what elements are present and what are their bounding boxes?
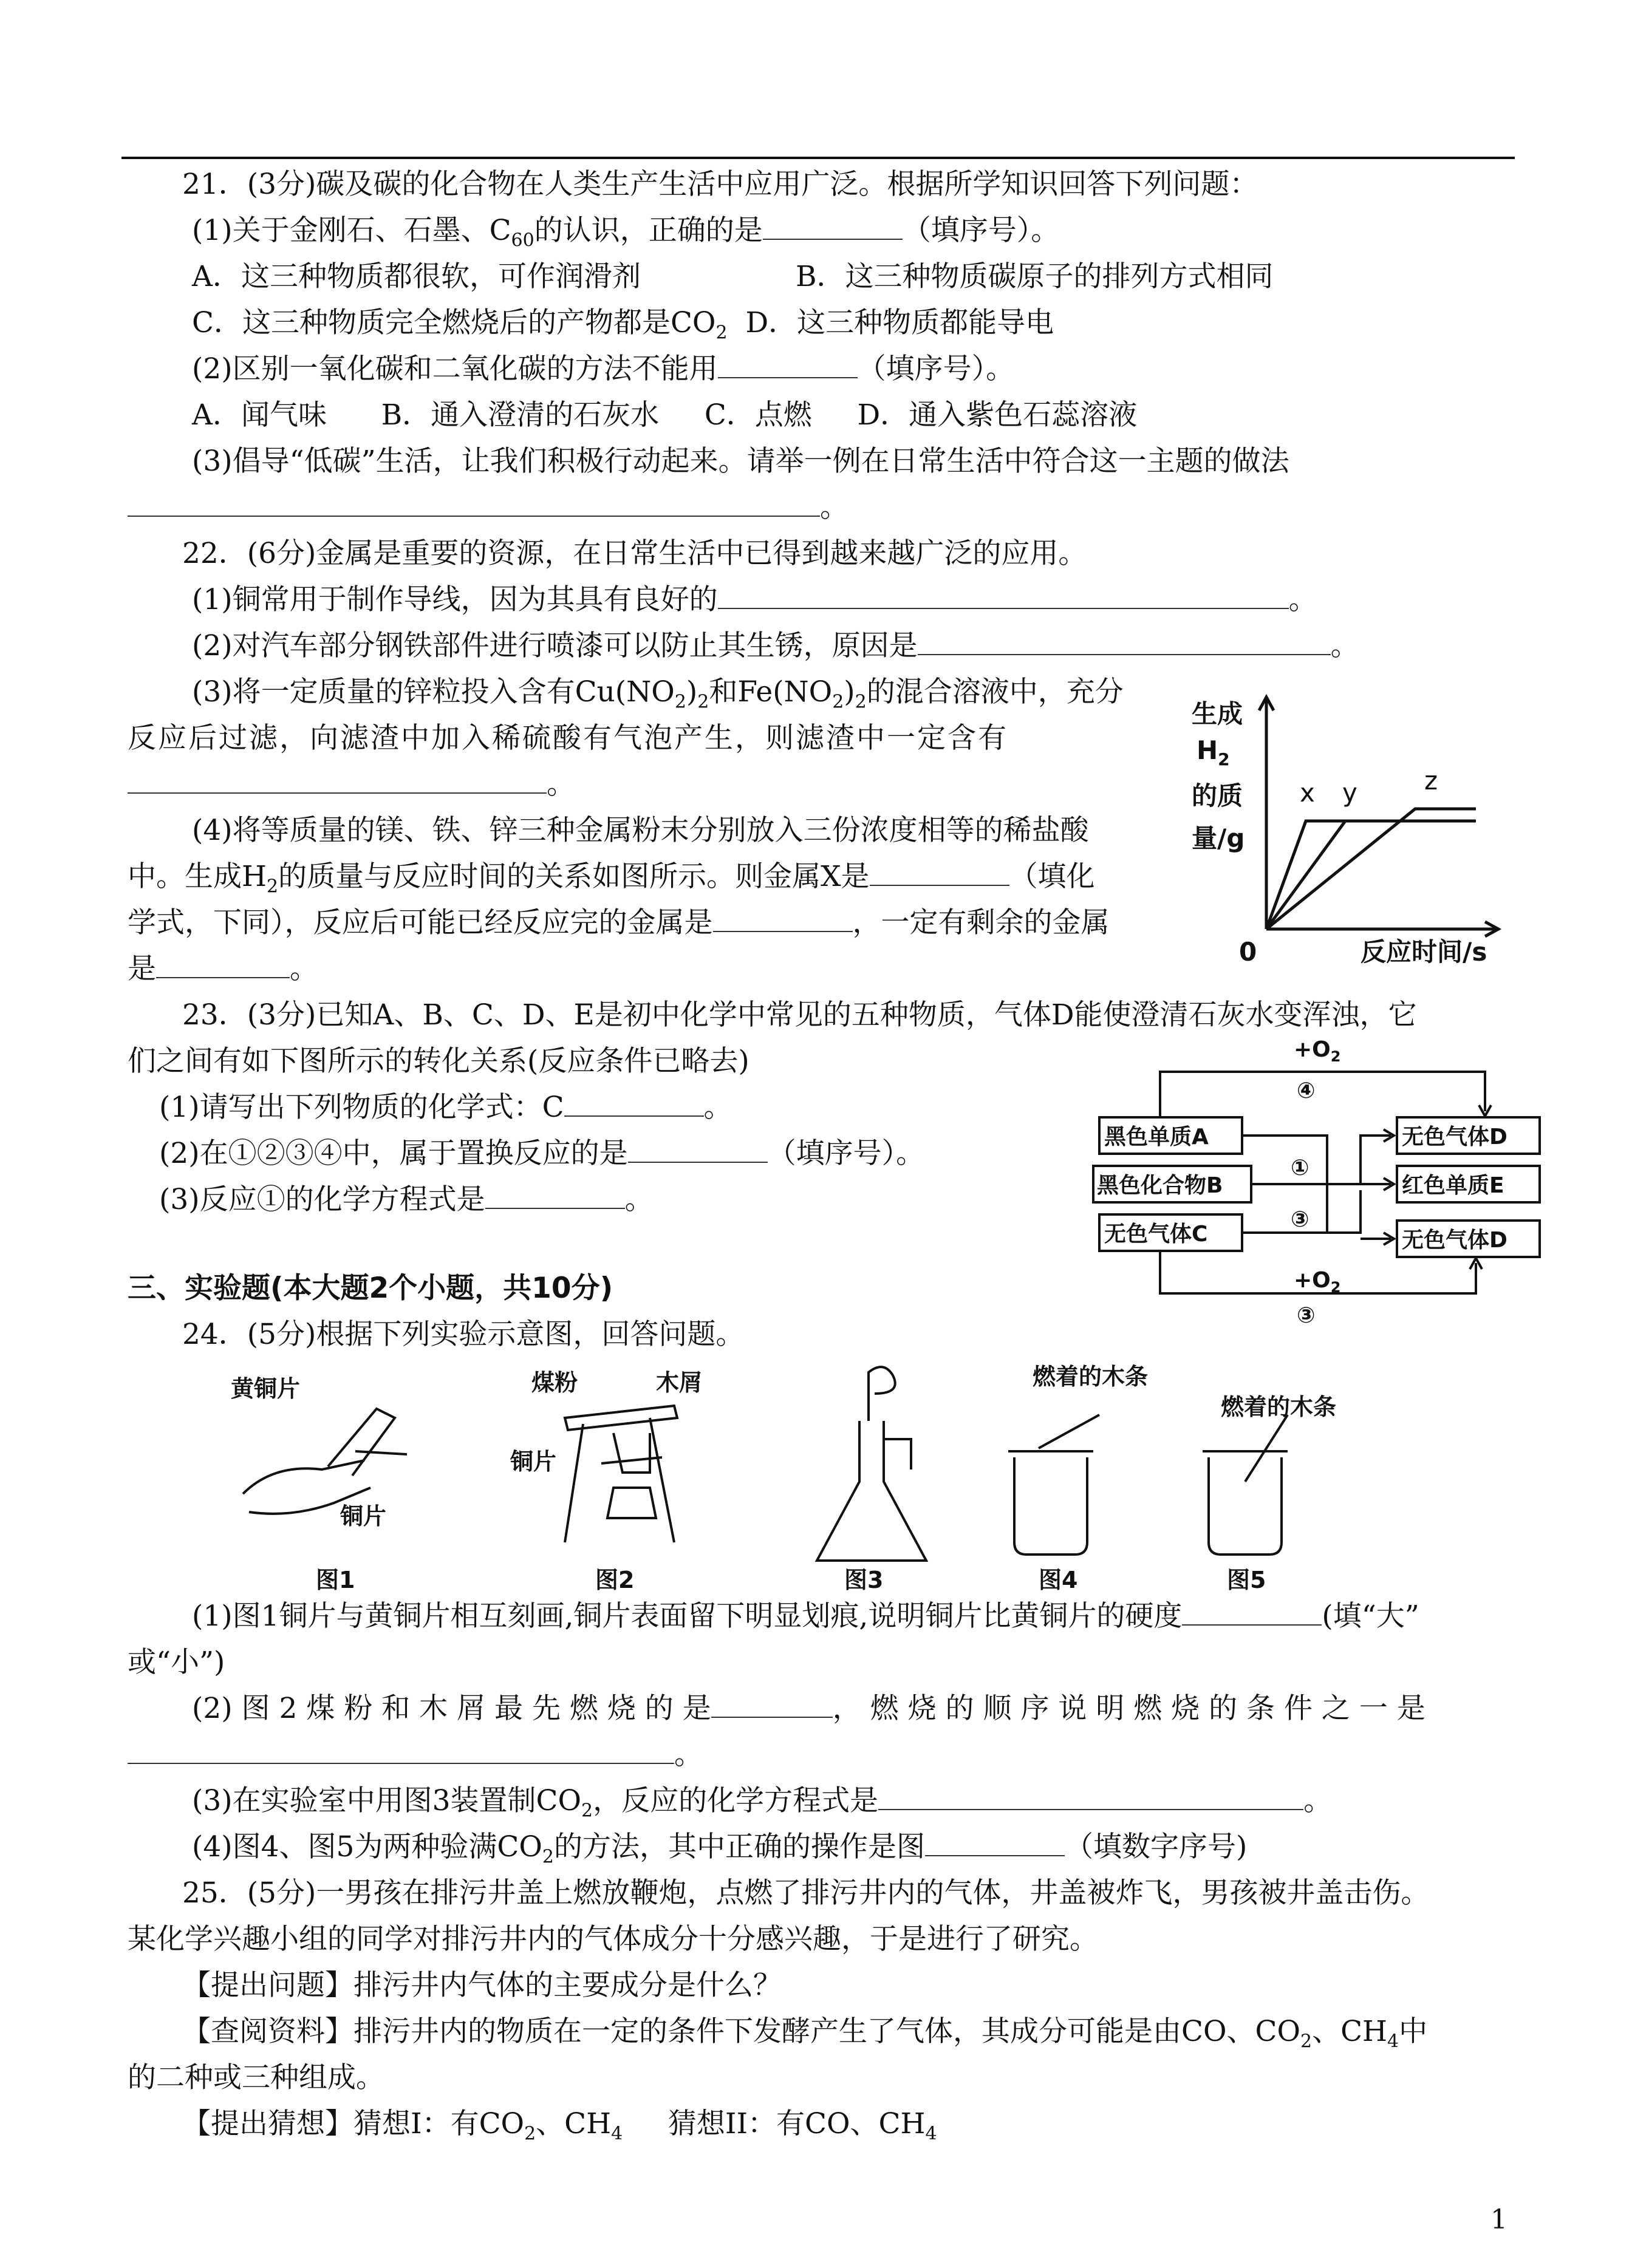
q25-reference: 【查阅资料】排污井内的物质在一定的条件下发酵产生了气体，其成分可能是由CO、$CO_2$、$CH_4$中 — [182, 2015, 1428, 2052]
q21-part2: (2)区别一氧化碳和二氧化碳的方法不能用 （填序号）。 — [192, 350, 1014, 389]
answer-blank[interactable] — [870, 858, 1009, 886]
answer-blank[interactable] — [718, 581, 1289, 609]
graph-ylabel: 的质 — [1192, 781, 1243, 811]
q25-hypotheses: 【提出猜想】猜想I：有$CO_2$、$CH_4$ 猜想II：有CO、$CH_4$ — [182, 2107, 937, 2145]
series-x-line — [1266, 821, 1476, 929]
q22-part3-cont: 反应后过滤，向滤渣中加入稀硫酸有气泡产生，则滤渣中一定含有 — [128, 721, 1008, 755]
answer-blank[interactable] — [564, 1089, 704, 1117]
fig2-tripod-drawing — [565, 1406, 677, 1542]
q21-option-b: B．这三种物质碳原子的排列方式相同 — [796, 260, 1274, 293]
graph-origin: 0 — [1239, 937, 1257, 967]
header-rule — [121, 157, 1515, 159]
q24-part2-answer: 。 — [128, 1735, 703, 1774]
box-e-label: 红色单质E — [1402, 1173, 1504, 1198]
q22-part3: (3)将一定质量的锌粒投入含有$Cu(NO_2)_2$和$Fe(NO_2)_2$的混合溶液中，充分 — [192, 675, 1124, 713]
fig1-copper-label: 铜片 — [340, 1503, 387, 1530]
q22-graph — [1190, 680, 1506, 984]
box-d2-label: 无色气体D — [1402, 1228, 1507, 1253]
q22-title: 22．(6分)金属是重要的资源，在日常生活中已得到越来越广泛的应用。 — [182, 537, 1087, 570]
fig2-coal-label: 煤粉 — [531, 1369, 578, 1396]
q25-title-cont: 某化学兴趣小组的同学对排污井内的气体成分十分感兴趣，于是进行了研究。 — [128, 1922, 1098, 1956]
q21-option-cd: C．这三种物质完全燃烧后的产物都是$CO_2$ D．这三种物质都能导电 — [192, 306, 1054, 344]
q25-question: 【提出问题】排污井内气体的主要成分是什么？ — [182, 1969, 782, 2002]
reaction-3-number: ③ — [1291, 1207, 1309, 1232]
q24-part1-cont: 或“小”) — [128, 1646, 225, 1679]
fig3-flask-drawing — [817, 1367, 926, 1561]
box-b-label: 黑色化合物B — [1097, 1173, 1223, 1198]
box-a-label: 黑色单质A — [1104, 1125, 1209, 1149]
bottom-reagent-label: $+O_2$ — [1294, 1268, 1341, 1296]
q22-part4: (4)将等质量的镁、铁、锌三种金属粉末分别放入三份浓度相等的稀盐酸 — [192, 814, 1089, 847]
q23-conversion-diagram — [1087, 1026, 1549, 1330]
q25-title: 25．(5分)一男孩在排污井盖上燃放鞭炮，点燃了排污井内的气体，井盖被炸飞，男孩被井盖击伤。 — [182, 1876, 1430, 1910]
fig5-splint-label: 燃着的木条 — [1221, 1394, 1337, 1420]
series-x-label: x — [1300, 778, 1315, 808]
q24-figures — [225, 1360, 1337, 1593]
fig2-copper-label: 铜片 — [510, 1448, 557, 1475]
q22-part1: (1)铜常用于制作导线，因为其具有良好的 。 — [192, 581, 1317, 619]
q24-title: 24．(5分)根据下列实验示意图，回答问题。 — [182, 1318, 745, 1351]
q22-part4-cont3: 是 。 — [128, 950, 318, 989]
q21-title: 21．(3分)碳及碳的化合物在人类生产生活中应用广泛。根据所学知识回答下列问题： — [182, 168, 1258, 201]
bottom-reaction-number: ③ — [1297, 1303, 1316, 1328]
q24-part3: (3)在实验室中用图3装置制$CO_2$，反应的化学方程式是 。 — [192, 1782, 1332, 1830]
fig1-hand-drawing — [243, 1409, 407, 1514]
answer-blank[interactable] — [878, 1782, 1303, 1810]
q23-part3: (3)反应①的化学方程式是 。 — [159, 1180, 654, 1219]
box-d1-label: 无色气体D — [1402, 1125, 1507, 1149]
q23-part1: (1)请写出下列物质的化学式：C 。 — [159, 1088, 732, 1127]
q21-part2-options: A．闻气味 B．通入澄清的石灰水 C．点燃 D．通入紫色石蕊溶液 — [192, 398, 1138, 432]
fig1-brass-label: 黄铜片 — [231, 1375, 301, 1402]
answer-blank[interactable] — [925, 1828, 1065, 1856]
fig4-caption: 图4 — [1039, 1567, 1078, 1593]
q22-part4-cont2: 学式，下同），反应后可能已经反应完的金属是 ，一定有剩余的金属 — [128, 904, 1110, 942]
answer-blank[interactable] — [711, 1690, 833, 1718]
q25-reference-cont: 的二种或三种组成。 — [128, 2061, 384, 2094]
answer-blank[interactable] — [918, 627, 1331, 655]
answer-blank[interactable] — [485, 1181, 625, 1209]
answer-blank[interactable] — [128, 766, 547, 794]
answer-blank[interactable] — [628, 1135, 768, 1163]
answer-blank[interactable] — [713, 904, 853, 932]
top-reaction-number: ④ — [1297, 1078, 1316, 1103]
answer-blank[interactable] — [156, 950, 290, 978]
answer-blank[interactable] — [1182, 1598, 1322, 1626]
graph-ylabel: 生成 — [1192, 699, 1243, 729]
box-c-label: 无色气体C — [1104, 1222, 1208, 1247]
series-z-line — [1266, 809, 1476, 929]
fig1-caption: 图1 — [316, 1567, 355, 1593]
fig2-wood-label: 木屑 — [656, 1369, 703, 1396]
q24-part1: (1)图1铜片与黄铜片相互刻画,铜片表面留下明显划痕,说明铜片比黄铜片的硬度 (填“大” — [192, 1597, 1419, 1636]
top-reagent-label: $+O_2$ — [1294, 1037, 1341, 1065]
reaction-1-number: ① — [1291, 1156, 1309, 1180]
answer-blank[interactable] — [128, 489, 820, 517]
answer-blank[interactable] — [128, 1736, 674, 1764]
fig5-jar-drawing — [1203, 1415, 1288, 1555]
answer-blank[interactable] — [763, 212, 903, 240]
q21-part1: (1)关于金刚石、石墨、$C_{60}$的认识，正确的是 （填序号）。 — [192, 211, 1059, 260]
graph-ylabel: $H_2$ — [1197, 735, 1230, 769]
q22-part2: (2)对汽车部分钢铁部件进行喷漆可以防止其生锈，原因是 。 — [192, 627, 1359, 666]
q23-title-cont: 们之间有如下图所示的转化关系(反应条件已略去) — [128, 1044, 749, 1078]
q22-part3-answer: 。 — [128, 765, 575, 804]
q21-part3-answer: 。 — [128, 488, 848, 527]
fig4-jar-drawing — [1008, 1415, 1099, 1555]
answer-blank[interactable] — [718, 350, 858, 378]
q24-part4: (4)图4、图5为两种验满$CO_2$的方法，其中正确的操作是图 （填数字序号) — [192, 1828, 1247, 1876]
fig5-caption: 图5 — [1227, 1567, 1266, 1593]
q23-part2: (2)在①②③④中，属于置换反应的是 （填序号）。 — [159, 1134, 924, 1173]
fig3-caption: 图3 — [844, 1567, 884, 1593]
fig2-caption: 图2 — [595, 1567, 635, 1593]
fig4-splint-label: 燃着的木条 — [1033, 1363, 1149, 1390]
q22-part4-cont: 中。生成$H_2$的质量与反应时间的关系如图所示。则金属X是 （填化 — [128, 857, 1095, 906]
page-number: 1 — [1490, 2204, 1507, 2235]
series-z-label: z — [1424, 766, 1438, 795]
q23-title: 23．(3分)已知A、B、C、D、E是初中化学中常见的五种物质，气体D能使澄清石灰水变浑浊，它 — [182, 998, 1417, 1032]
q21-option-a: A．这三种物质都很软，可作润滑剂 — [192, 260, 641, 293]
graph-xlabel: 反应时间/s — [1361, 937, 1487, 967]
graph-ylabel: 量/g — [1192, 823, 1245, 853]
section-heading: 三、实验题(本大题2个小题，共10分) — [128, 1272, 613, 1305]
q24-part2: (2) 图 2 煤 粉 和 木 屑 最 先 燃 烧 的 是 ， 燃 烧 的 顺 序 说 明 燃 烧 的 条 件 之 一 是 — [192, 1689, 1425, 1728]
q21-part3: (3)倡导“低碳”生活，让我们积极行动起来。请举一例在日常生活中符合这一主题的做法 — [192, 444, 1289, 478]
series-y-label: y — [1342, 778, 1357, 808]
